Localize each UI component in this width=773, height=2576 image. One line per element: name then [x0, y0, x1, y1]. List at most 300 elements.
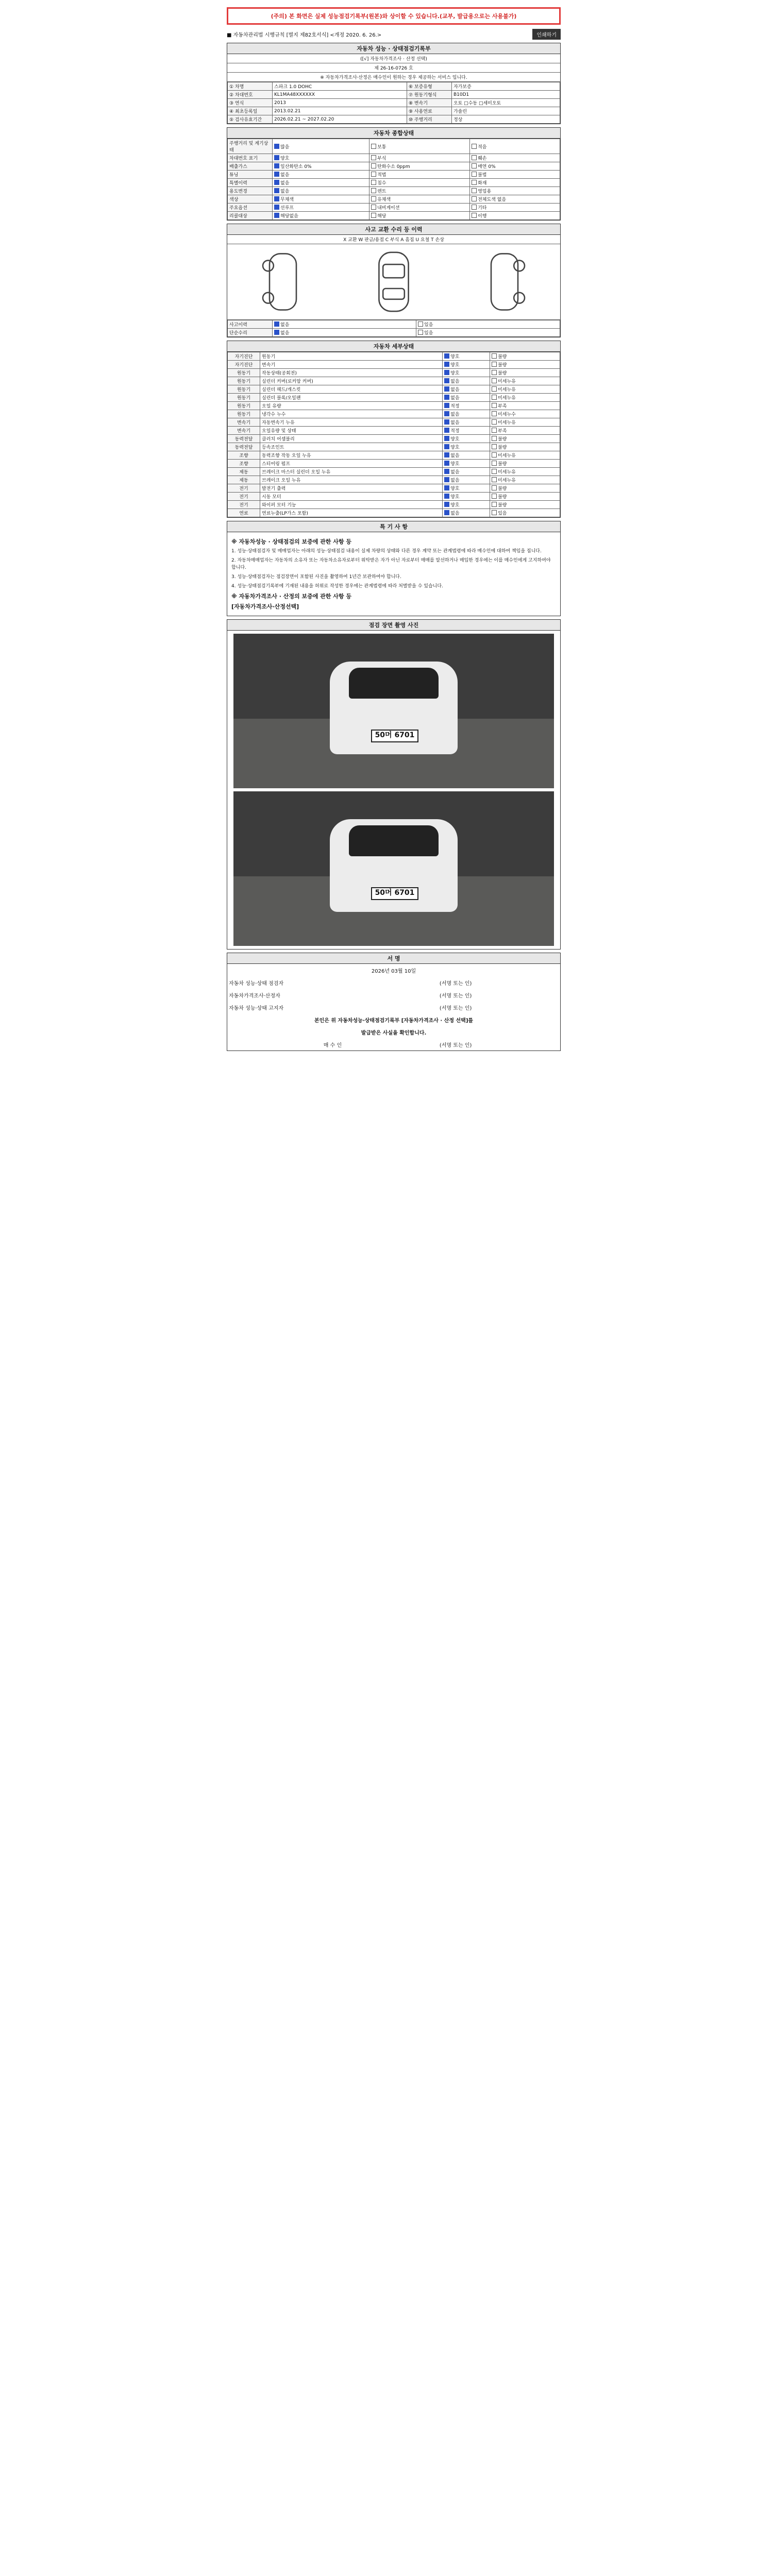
- checkbox-icon: [444, 395, 449, 400]
- summary-row: [228, 154, 560, 162]
- detail-option: 없음: [443, 451, 490, 460]
- buyer-label: 매 수 인: [323, 1042, 342, 1048]
- checkbox-icon: [444, 403, 449, 408]
- summary-option: 매연 0%: [470, 162, 560, 171]
- basic-label: ⑤ 검사유효기간: [228, 115, 273, 124]
- inspector-label: 자동차 성능·상태 점검자: [229, 980, 284, 987]
- detail-option: 불량: [490, 460, 560, 468]
- summary-option: 많음: [273, 139, 369, 154]
- detail-option: 양호: [443, 435, 490, 443]
- checkbox-icon: [444, 452, 449, 457]
- checkbox-icon: [444, 477, 449, 482]
- detail-row: [228, 385, 560, 394]
- detail-option: 미세누유: [490, 476, 560, 484]
- checkbox-icon: [492, 362, 497, 367]
- car-side-right-icon: [471, 248, 538, 315]
- plate-front: 50머 6701: [371, 730, 418, 742]
- summary-option: 이행: [470, 212, 560, 220]
- checkbox-icon: [492, 428, 497, 433]
- summary-table: [227, 139, 560, 220]
- detail-option: 불량: [490, 493, 560, 501]
- notes-paragraph: 4. 성능·상태점검기록부에 기재된 내용을 허위로 작성한 경우에는 관계법령에 따라 처벌받을 수 있습니다.: [231, 584, 443, 589]
- checkbox-icon: [444, 411, 449, 416]
- notes-title: 특 기 사 항: [227, 521, 560, 532]
- checkbox-icon: [274, 144, 279, 149]
- checkbox-icon: [472, 213, 477, 218]
- print-button[interactable]: 인쇄하기: [532, 29, 561, 40]
- checkbox-icon: [274, 205, 279, 210]
- checkbox-icon: [492, 395, 497, 400]
- summary-row: [228, 212, 560, 220]
- basic-value: 오토 □수동 □세미오토: [451, 99, 560, 107]
- detail-category: 변속기: [228, 418, 260, 427]
- detail-option: 미세누수: [490, 410, 560, 418]
- basic-table: [227, 82, 560, 124]
- checkbox-icon: [444, 353, 449, 359]
- detail-option: 미세누유: [490, 385, 560, 394]
- inspector-sign: (서명 또는 인): [439, 980, 472, 987]
- detail-category: 변속기: [228, 427, 260, 435]
- checkbox-icon: [492, 411, 497, 416]
- summary-option: 침수: [369, 179, 470, 187]
- basic-value: 2013: [273, 99, 407, 107]
- detail-category: 전기: [228, 484, 260, 493]
- checkbox-icon: [472, 188, 477, 193]
- summary-option: 불법: [470, 171, 560, 179]
- detail-option: 불량: [490, 352, 560, 361]
- detail-item: 와이퍼 모터 기능: [260, 501, 443, 509]
- summary-option: 유채색: [369, 195, 470, 204]
- notes-heading-1: ※ 자동차성능 · 상태점검의 보증에 관한 사항 등: [231, 538, 351, 545]
- summary-label: 리콜대상: [228, 212, 273, 220]
- damage-row: [228, 320, 560, 329]
- rear-photo: [233, 791, 554, 946]
- checkbox-icon: [274, 321, 279, 327]
- damage-option: 있음: [416, 320, 560, 329]
- basic-row: [228, 91, 560, 99]
- plate-rear: 50머 6701: [371, 887, 418, 900]
- checkbox-icon: [274, 188, 279, 193]
- doc-subtitle: ([√] 자동차가격조사 · 산정 선택): [227, 54, 560, 63]
- checkbox-icon: [492, 386, 497, 392]
- detail-item: 변속기: [260, 361, 443, 369]
- form-title: ■ 자동차관리법 시행규칙 [별지 제82호서식] <개정 2020. 6. 26.>: [227, 32, 382, 38]
- photos-title: 점검 장면 촬영 사진: [227, 620, 560, 631]
- detail-category: 자기진단: [228, 361, 260, 369]
- detail-option: 적정: [443, 402, 490, 410]
- summary-option: 해당없음: [273, 212, 369, 220]
- basic-label: ⑨ 사용연료: [407, 107, 451, 115]
- basic-row: [228, 115, 560, 124]
- detail-item: 실린더 헤드/개스킷: [260, 385, 443, 394]
- checkbox-icon: [492, 419, 497, 425]
- basic-value: 2013.02.21: [273, 107, 407, 115]
- summary-row: [228, 187, 560, 195]
- detail-option: 부족: [490, 402, 560, 410]
- checkbox-icon: [444, 444, 449, 449]
- detail-row: [228, 460, 560, 468]
- notes-section: [227, 521, 561, 616]
- basic-label: ⑧ 변속기: [407, 99, 451, 107]
- detail-option: 없음: [443, 509, 490, 517]
- sign-table: [227, 964, 560, 1050]
- summary-label: 색상: [228, 195, 273, 204]
- detail-item: 오일유량 및 상태: [260, 427, 443, 435]
- car-diagram: [227, 244, 560, 320]
- basic-label: ④ 최초등록일: [228, 107, 273, 115]
- checkbox-icon: [444, 436, 449, 441]
- detail-option: 불량: [490, 369, 560, 377]
- summary-option: 훼손: [470, 154, 560, 162]
- footer-line-1: 본인은 위 자동차성능·상태점검기록부 [자동차가격조사 · 산정 선택]를: [314, 1018, 474, 1024]
- summary-option: 보통: [369, 139, 470, 154]
- detail-option: 미세누유: [490, 468, 560, 476]
- detail-category: 제동: [228, 476, 260, 484]
- detail-row: [228, 451, 560, 460]
- checkbox-icon: [418, 321, 423, 327]
- basic-value: 2026.02.21 ~ 2027.02.20: [273, 115, 407, 124]
- detail-item: 냉각수 누수: [260, 410, 443, 418]
- checkbox-icon: [492, 485, 497, 490]
- detail-item: 실린더 블록/오일팬: [260, 394, 443, 402]
- sign-section: [227, 953, 561, 1051]
- detail-option: 불량: [490, 484, 560, 493]
- checkbox-icon: [444, 510, 449, 515]
- appraiser-label: 자동차가격조사·산정자: [229, 993, 280, 999]
- detail-row: [228, 435, 560, 443]
- detail-item: 작동상태(공회전): [260, 369, 443, 377]
- detail-option: 양호: [443, 369, 490, 377]
- detail-category: 원동기: [228, 385, 260, 394]
- damage-row: [228, 329, 560, 337]
- summary-label: 용도변경: [228, 187, 273, 195]
- detail-row: [228, 352, 560, 361]
- summary-option: 영업용: [470, 187, 560, 195]
- basic-row: [228, 82, 560, 91]
- detail-item: 오일 유량: [260, 402, 443, 410]
- detail-category: 조향: [228, 460, 260, 468]
- summary-option: 탄화수소 0ppm: [369, 162, 470, 171]
- car-side-left-icon: [249, 248, 316, 315]
- checkbox-icon: [492, 469, 497, 474]
- damage-legend: X 교환 W 판금/용접 C 부식 A 흠집 U 요철 T 손상: [227, 235, 560, 244]
- notes-heading-3: [자동차가격조사·산정선택]: [231, 603, 299, 610]
- summary-label: 차대번호 표기: [228, 154, 273, 162]
- checkbox-icon: [274, 172, 279, 177]
- checkbox-icon: [472, 144, 477, 149]
- basic-label: ⑦ 원동기형식: [407, 91, 451, 99]
- detail-option: 양호: [443, 352, 490, 361]
- checkbox-icon: [274, 213, 279, 218]
- summary-row: [228, 162, 560, 171]
- checkbox-icon: [492, 510, 497, 515]
- basic-row: [228, 99, 560, 107]
- basic-label: ③ 연식: [228, 99, 273, 107]
- checkbox-icon: [418, 330, 423, 335]
- detail-row: [228, 410, 560, 418]
- detail-option: 부족: [490, 427, 560, 435]
- detail-item: 브레이크 마스터 실린더 오일 누유: [260, 468, 443, 476]
- detail-row: [228, 394, 560, 402]
- summary-label: 주요옵션: [228, 204, 273, 212]
- damage-title: 사고 교환 수리 등 이력: [227, 224, 560, 235]
- damage-label: 사고이력: [228, 320, 273, 329]
- checkbox-icon: [371, 180, 376, 185]
- damage-label: 단순수리: [228, 329, 273, 337]
- detail-option: 양호: [443, 460, 490, 468]
- detail-option: 미세누유: [490, 394, 560, 402]
- checkbox-icon: [444, 386, 449, 392]
- detail-row: [228, 509, 560, 517]
- checkbox-icon: [472, 180, 477, 185]
- checkbox-icon: [444, 461, 449, 466]
- checkbox-icon: [472, 196, 477, 201]
- detail-category: 동력전달: [228, 435, 260, 443]
- detail-row: [228, 493, 560, 501]
- summary-row: [228, 139, 560, 154]
- checkbox-icon: [472, 172, 477, 177]
- checkbox-icon: [492, 444, 497, 449]
- dealer-sign: (서명 또는 인): [439, 1005, 472, 1011]
- checkbox-icon: [492, 403, 497, 408]
- detail-item: 연료누출(LP가스 포함): [260, 509, 443, 517]
- detail-item: 시동 모터: [260, 493, 443, 501]
- basic-value: KL1MA48XXXXXX: [273, 91, 407, 99]
- detail-category: 원동기: [228, 402, 260, 410]
- detail-category: 조향: [228, 451, 260, 460]
- checkbox-icon: [444, 370, 449, 375]
- basic-label: ② 차대번호: [228, 91, 273, 99]
- summary-label: 배출가스: [228, 162, 273, 171]
- detail-row: [228, 476, 560, 484]
- detail-item: 동력조향 작동 오일 누유: [260, 451, 443, 460]
- detail-item: 발전기 출력: [260, 484, 443, 493]
- notes-paragraph: 3. 성능·상태점검자는 점검장면이 포함된 사진을 촬영하여 1년간 보관하여야 합니다.: [231, 574, 401, 580]
- checkbox-icon: [444, 494, 449, 499]
- summary-option: 전체도색 없음: [470, 195, 560, 204]
- detail-category: 자기진단: [228, 352, 260, 361]
- summary-section: [227, 127, 561, 221]
- checkbox-icon: [444, 469, 449, 474]
- basic-value: 스파크 1.0 DOHC: [273, 82, 407, 91]
- basic-label: ① 차명: [228, 82, 273, 91]
- checkbox-icon: [371, 205, 376, 210]
- detail-option: 없음: [443, 468, 490, 476]
- summary-option: 무채색: [273, 195, 369, 204]
- summary-option: 없음: [273, 187, 369, 195]
- notes-heading-2: ※ 자동차가격조사 · 산정의 보증에 관한 사항 등: [231, 593, 351, 600]
- detail-category: 동력전달: [228, 443, 260, 451]
- basic-note: ※ 자동차가격조사·산정은 매수인이 원하는 경우 제공하는 서비스 입니다.: [227, 73, 560, 82]
- detail-category: 원동기: [228, 369, 260, 377]
- sign-title: 서 명: [227, 953, 560, 964]
- summary-option: 양호: [273, 154, 369, 162]
- summary-option: 부식: [369, 154, 470, 162]
- checkbox-icon: [444, 485, 449, 490]
- summary-option: 일산화탄소 0%: [273, 162, 369, 171]
- damage-option: 없음: [273, 320, 416, 329]
- detail-option: 미세누유: [490, 377, 560, 385]
- detail-option: 양호: [443, 361, 490, 369]
- detail-option: 없음: [443, 394, 490, 402]
- checkbox-icon: [274, 196, 279, 201]
- summary-option: 화재: [470, 179, 560, 187]
- summary-row: [228, 195, 560, 204]
- notes-paragraph: 2. 자동차매매업자는 자동차의 소유자 또는 자동차소유자로부터 위탁받은 자가 아닌 자로부터 매매를 알선하거나 매입한 경우에는 이를 매수인에게 고지하여야 합니다.: [231, 558, 551, 570]
- footer-line-2: 발급받은 사실을 확인합니다.: [361, 1030, 427, 1036]
- summary-option: 내비게이션: [369, 204, 470, 212]
- checkbox-icon: [492, 436, 497, 441]
- basic-row: [228, 107, 560, 115]
- detail-option: 미세누유: [490, 451, 560, 460]
- front-photo: [233, 634, 554, 788]
- checkbox-icon: [492, 452, 497, 457]
- summary-option: 없음: [273, 179, 369, 187]
- document: [227, 0, 561, 1051]
- summary-label: 주행거리 및 계기상태: [228, 139, 273, 154]
- checkbox-icon: [371, 188, 376, 193]
- basic-info-section: [227, 43, 561, 124]
- detail-row: [228, 484, 560, 493]
- checkbox-icon: [371, 213, 376, 218]
- detail-category: 제동: [228, 468, 260, 476]
- car-top-icon: [360, 248, 427, 315]
- checkbox-icon: [444, 378, 449, 383]
- summary-option: 기타: [470, 204, 560, 212]
- notes-body: [227, 532, 560, 616]
- checkbox-icon: [371, 144, 376, 149]
- serial-number: 제 26-16-0726 호: [227, 63, 560, 73]
- photos-section: [227, 619, 561, 950]
- detail-item: 실린더 커버(로커암 커버): [260, 377, 443, 385]
- checkbox-icon: [472, 205, 477, 210]
- detail-item: 원동기: [260, 352, 443, 361]
- detail-item: 등속조인트: [260, 443, 443, 451]
- detail-title: 자동차 세부상태: [227, 341, 560, 352]
- detail-option: 불량: [490, 443, 560, 451]
- detail-option: 없음: [443, 476, 490, 484]
- detail-category: 원동기: [228, 377, 260, 385]
- summary-option: 해당: [369, 212, 470, 220]
- detail-item: 클러치 어셈블리: [260, 435, 443, 443]
- detail-category: 전기: [228, 493, 260, 501]
- detail-option: 양호: [443, 443, 490, 451]
- appraiser-sign: (서명 또는 인): [439, 993, 472, 999]
- summary-label: 특별이력: [228, 179, 273, 187]
- detail-row: [228, 361, 560, 369]
- detail-row: [228, 501, 560, 509]
- checkbox-icon: [444, 362, 449, 367]
- checkbox-icon: [492, 477, 497, 482]
- top-bar: [227, 29, 561, 40]
- checkbox-icon: [472, 163, 477, 168]
- detail-category: 전기: [228, 501, 260, 509]
- summary-label: 튜닝: [228, 171, 273, 179]
- summary-row: [228, 171, 560, 179]
- detail-option: 불량: [490, 435, 560, 443]
- detail-option: 없음: [443, 377, 490, 385]
- checkbox-icon: [472, 155, 477, 160]
- detail-option: 양호: [443, 493, 490, 501]
- detail-section: [227, 341, 561, 518]
- detail-row: [228, 377, 560, 385]
- checkbox-icon: [371, 172, 376, 177]
- detail-option: 불량: [490, 501, 560, 509]
- checkbox-icon: [444, 428, 449, 433]
- summary-row: [228, 179, 560, 187]
- checkbox-icon: [371, 196, 376, 201]
- summary-option: 렌트: [369, 187, 470, 195]
- notes-paragraph: 1. 성능·상태점검자 및 매매업자는 아래의 성능·상태점검 내용이 실제 차량의 상태와 다른 경우 계약 또는 관계법령에 따라 매수인에 대하여 책임을 집니다.: [231, 549, 542, 554]
- detail-row: [228, 402, 560, 410]
- summary-option: 적음: [470, 139, 560, 154]
- checkbox-icon: [274, 330, 279, 335]
- detail-option: 없음: [443, 418, 490, 427]
- detail-option: 있음: [490, 509, 560, 517]
- detail-option: 불량: [490, 361, 560, 369]
- detail-item: 자동변속기 누유: [260, 418, 443, 427]
- detail-option: 양호: [443, 484, 490, 493]
- detail-option: 없음: [443, 385, 490, 394]
- summary-option: 적법: [369, 171, 470, 179]
- detail-row: [228, 443, 560, 451]
- detail-row: [228, 369, 560, 377]
- summary-option: 없음: [273, 171, 369, 179]
- summary-title: 자동차 종합상태: [227, 128, 560, 139]
- basic-value: 정상: [451, 115, 560, 124]
- buyer-sign: (서명 또는 인): [439, 1042, 472, 1048]
- checkbox-icon: [492, 502, 497, 507]
- checkbox-icon: [492, 494, 497, 499]
- damage-section: [227, 224, 561, 337]
- detail-option: 양호: [443, 501, 490, 509]
- checkbox-icon: [492, 378, 497, 383]
- basic-value: 가솔린: [451, 107, 560, 115]
- damage-option: 있음: [416, 329, 560, 337]
- checkbox-icon: [444, 419, 449, 425]
- checkbox-icon: [371, 155, 376, 160]
- basic-label: ⑥ 보증유형: [407, 82, 451, 91]
- detail-table: [227, 352, 560, 517]
- detail-category: 원동기: [228, 394, 260, 402]
- summary-row: [228, 204, 560, 212]
- detail-row: [228, 427, 560, 435]
- basic-label: ⑩ 주행거리: [407, 115, 451, 124]
- checkbox-icon: [492, 353, 497, 359]
- checkbox-icon: [492, 370, 497, 375]
- checkbox-icon: [371, 163, 376, 168]
- checkbox-icon: [274, 155, 279, 160]
- doc-title: 자동차 성능 · 상태점검기록부: [227, 43, 560, 54]
- basic-value: 자가보증: [451, 82, 560, 91]
- detail-option: 없음: [443, 410, 490, 418]
- detail-option: 미세누유: [490, 418, 560, 427]
- summary-option: 선루프: [273, 204, 369, 212]
- notice-banner: (주의) 본 화면은 실제 성능점검기록부(원본)와 상이할 수 있습니다.(교부, 발급용으로는 사용불가): [227, 7, 561, 25]
- damage-table: [227, 320, 560, 337]
- detail-item: 스티어링 펌프: [260, 460, 443, 468]
- detail-option: 적정: [443, 427, 490, 435]
- dealer-label: 자동차 성능·상태 고지자: [229, 1005, 284, 1011]
- detail-category: 원동기: [228, 410, 260, 418]
- detail-category: 연료: [228, 509, 260, 517]
- checkbox-icon: [444, 502, 449, 507]
- checkbox-icon: [274, 180, 279, 185]
- checkbox-icon: [274, 163, 279, 168]
- basic-value: B10D1: [451, 91, 560, 99]
- damage-option: 없음: [273, 329, 416, 337]
- detail-row: [228, 468, 560, 476]
